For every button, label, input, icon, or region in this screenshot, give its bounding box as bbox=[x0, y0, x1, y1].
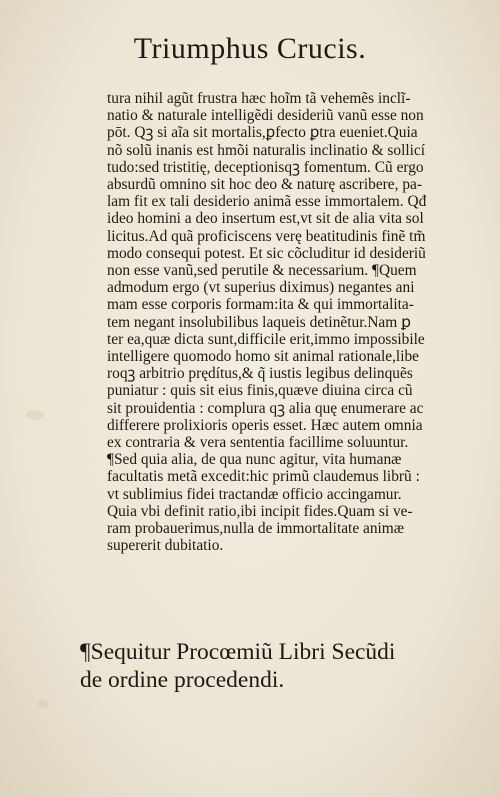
paper-stain bbox=[38, 700, 48, 708]
text-line: puniatur : quis sit eius finis,quæve diuina circa cũ bbox=[107, 382, 413, 400]
rubric-heading bbox=[80, 638, 480, 694]
text-line: tura nihil agũt frustra hæc hoĩm tã vehemẽs inclĩ- bbox=[107, 90, 411, 107]
text-line: mam esse corporis formam:ita & qui immortalita- bbox=[107, 296, 414, 314]
text-line: facultatis metã excedit:hic primũ claudemus librũ : bbox=[107, 468, 420, 486]
text-line: absurdũ omnino sit hoc deo & naturę ascribere, pa- bbox=[107, 176, 422, 194]
rubric-line: de ordine procedendi. bbox=[80, 667, 285, 693]
text-line: supererit dubitatio. bbox=[107, 537, 224, 555]
text-line: admodum ergo (vt superius diximus) negantes ani bbox=[107, 279, 415, 297]
text-line: modo consequi potest. Et sic cõcluditur id desideriũ bbox=[107, 244, 426, 262]
text-line: ideo homini a deo insertum est,vt sit de alia vita sol bbox=[107, 210, 424, 228]
text-line: tem negant insolubilibus laqueis detinẽtur.Nam ꝑ bbox=[107, 313, 411, 331]
text-line: differere prolixioris operis esset. Hæc autem omnia bbox=[107, 416, 423, 434]
running-title: Triumphus Crucis. bbox=[133, 32, 367, 65]
text-line: pōt. Qꝫ si aĩa sit mortalis,ꝑfecto ꝑtra eueniet.Quia bbox=[107, 124, 418, 142]
text-line: intelligere quomodo homo sit animal rationale,libe bbox=[107, 348, 420, 366]
text-line: tudo:sed tristitię, deceptionisqꝫ fomentum. Cũ ergo bbox=[107, 158, 424, 176]
text-line: ram probauerimus,nulla de immortalitate animæ bbox=[107, 520, 405, 538]
text-line: natio & naturale intelligẽdi desideriũ vanũ esse non bbox=[107, 107, 424, 125]
text-line: ex contraria & vera sententia facillime soluuntur. bbox=[107, 434, 409, 452]
rubric-line: ¶Sequitur Procœmiũ Libri Secũdi bbox=[80, 639, 396, 665]
text-line: roqꝫ arbitrio prędítus,& q̃ iustis legibus delinquẽs bbox=[107, 365, 413, 383]
body-text bbox=[107, 90, 477, 554]
text-line: licitus.Ad quã proficiscens verę beatitudinis finẽ tm̃ bbox=[107, 227, 426, 245]
text-line: sit prouidentia : complura qꝫ alia quę enumerare ac bbox=[107, 399, 424, 417]
text-line: ter ea,quæ dicta sunt,difficile erit,immo impossibile bbox=[107, 330, 425, 348]
text-line: ¶Sed quia alia, de qua nunc agitur, vita humanæ bbox=[107, 451, 402, 469]
text-line: vt sublimius fidei tractandæ officio accingamur. bbox=[107, 485, 402, 503]
paper-stain bbox=[26, 410, 44, 420]
text-line: lam fit ex tali desiderio animã esse immortalem. Qđ bbox=[107, 193, 427, 211]
text-line: non esse vanũ,sed perutile & necessarium. ¶Quem bbox=[107, 262, 417, 280]
text-line: Quia vbi definit ratio,ibi incipit fides.Quam si ve- bbox=[107, 502, 413, 520]
text-line: nõ solũ inanis est hmõi naturalis inclinatio & sollicí bbox=[107, 141, 426, 159]
